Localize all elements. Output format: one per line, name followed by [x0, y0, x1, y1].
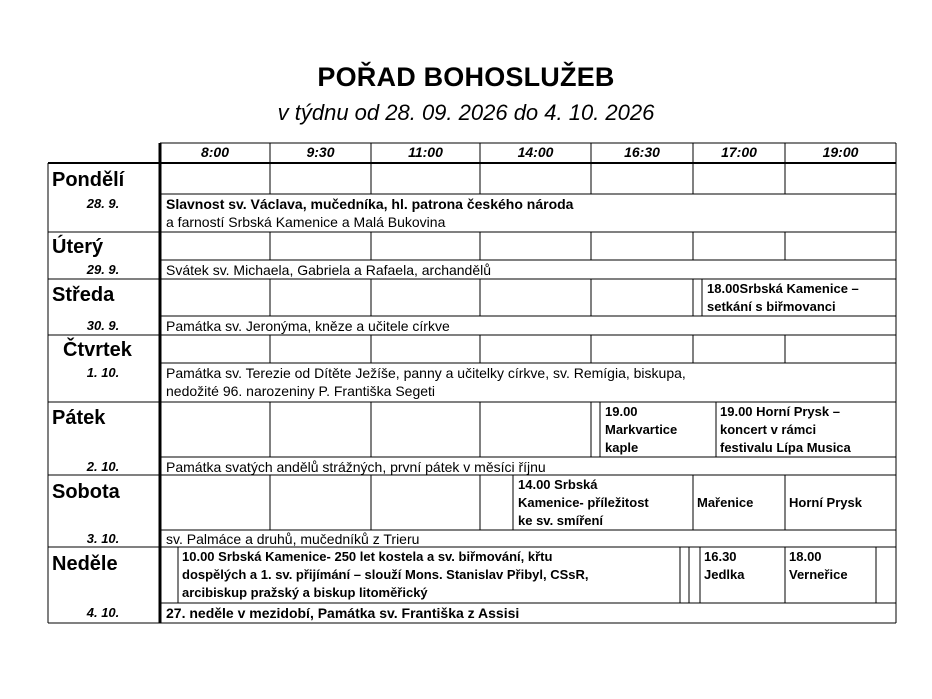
day-date-thursday: 1. 10. — [86, 365, 120, 380]
time-header-0930: 9:30 — [306, 144, 335, 160]
event-line: Kamenice- příležitost — [518, 495, 649, 510]
event-line: Markvartice — [605, 422, 678, 437]
event-line: Verneřice — [789, 567, 848, 582]
event-line: 14.00 Srbská — [518, 477, 598, 492]
event-sunday-1630 — [704, 548, 744, 584]
feast-line: Památka sv. Terezie od Dítěte Ježíše, panny a učitelky církve, sv. Remígia, biskupa, — [166, 365, 686, 381]
day-date-wednesday: 30. 9. — [86, 318, 120, 333]
event-line: Jedlka — [704, 567, 745, 582]
event-saturday-1400 — [518, 476, 649, 530]
event-friday-1700 — [605, 403, 677, 457]
feast-saturday: sv. Palmáce a druhů, mučedníků z Trieru — [166, 531, 420, 547]
day-name-tuesday: Úterý — [52, 236, 104, 258]
feast-tuesday: Svátek sv. Michaela, Gabriela a Rafaela, archandělů — [166, 262, 492, 278]
feast-line: a farností Srbská Kamenice a Malá Bukovina — [166, 214, 446, 230]
event-line: festivalu Lípa Musica — [720, 440, 851, 455]
feast-wednesday: Památka sv. Jeronýma, kněze a učitele církve — [166, 318, 450, 334]
day-date-friday: 2. 10. — [86, 459, 120, 474]
event-wednesday-1900 — [707, 280, 859, 316]
time-header-1630: 16:30 — [624, 144, 660, 160]
event-sunday-1800 — [789, 548, 848, 584]
time-header-1900: 19:00 — [822, 144, 859, 160]
time-header-1400: 14:00 — [517, 144, 554, 160]
event-line: kaple — [605, 440, 639, 455]
event-line: 19.00 — [605, 404, 638, 419]
event-sunday-main — [182, 548, 589, 602]
feast-monday — [166, 195, 573, 231]
day-name-friday: Pátek — [52, 407, 106, 429]
page-subtitle: v týdnu od 28. 09. 2026 do 4. 10. 2026 — [277, 100, 655, 125]
event-line: koncert v rámci — [720, 422, 817, 437]
event-line: 16.30 — [704, 549, 737, 564]
day-date-tuesday: 29. 9. — [86, 262, 120, 277]
event-friday-1900 — [720, 403, 851, 457]
day-name-monday: Pondělí — [52, 169, 125, 191]
feast-line: Slavnost sv. Václava, mučedníka, hl. patrona českého národa — [166, 196, 574, 212]
page-title: POŘAD BOHOSLUŽEB — [317, 62, 615, 92]
feast-friday: Památka svatých andělů strážných, první pátek v měsíci říjnu — [166, 459, 546, 475]
time-header-1700: 17:00 — [721, 144, 757, 160]
event-line: dospělých a 1. sv. přijímání – slouží Mons. Stanislav Přibyl, CSsR, — [182, 567, 589, 582]
feast-sunday: 27. neděle v mezidobí, Památka sv. Františka z Assisi — [166, 605, 520, 621]
event-line: 19.00 Horní Prysk – — [720, 404, 840, 419]
event-saturday-1900: Horní Prysk — [789, 495, 862, 510]
day-date-sunday: 4. 10. — [86, 605, 120, 620]
time-header-1100: 11:00 — [408, 144, 443, 160]
day-name-thursday: Čtvrtek — [63, 339, 132, 361]
day-date-saturday: 3. 10. — [86, 531, 120, 546]
event-saturday-1700: Mařenice — [697, 495, 754, 510]
day-name-saturday: Sobota — [52, 481, 120, 503]
day-date-monday: 28. 9. — [86, 196, 120, 211]
time-header-0800: 8:00 — [200, 144, 230, 160]
event-line: arcibiskup pražský a biskup litoměřický — [182, 585, 428, 600]
event-line: 10.00 Srbská Kamenice- 250 let kostela a sv. biřmování, křtu — [182, 549, 553, 564]
event-line: 18.00Srbská Kamenice – — [707, 281, 859, 296]
event-line: setkání s biřmovanci — [707, 299, 836, 314]
feast-line: nedožité 96. narozeniny P. Františka Segeti — [166, 383, 436, 399]
day-name-wednesday: Středa — [52, 284, 115, 306]
event-line: 18.00 — [789, 549, 822, 564]
event-line: ke sv. smíření — [518, 513, 604, 528]
feast-thursday — [166, 364, 686, 400]
day-name-sunday: Neděle — [52, 553, 118, 575]
